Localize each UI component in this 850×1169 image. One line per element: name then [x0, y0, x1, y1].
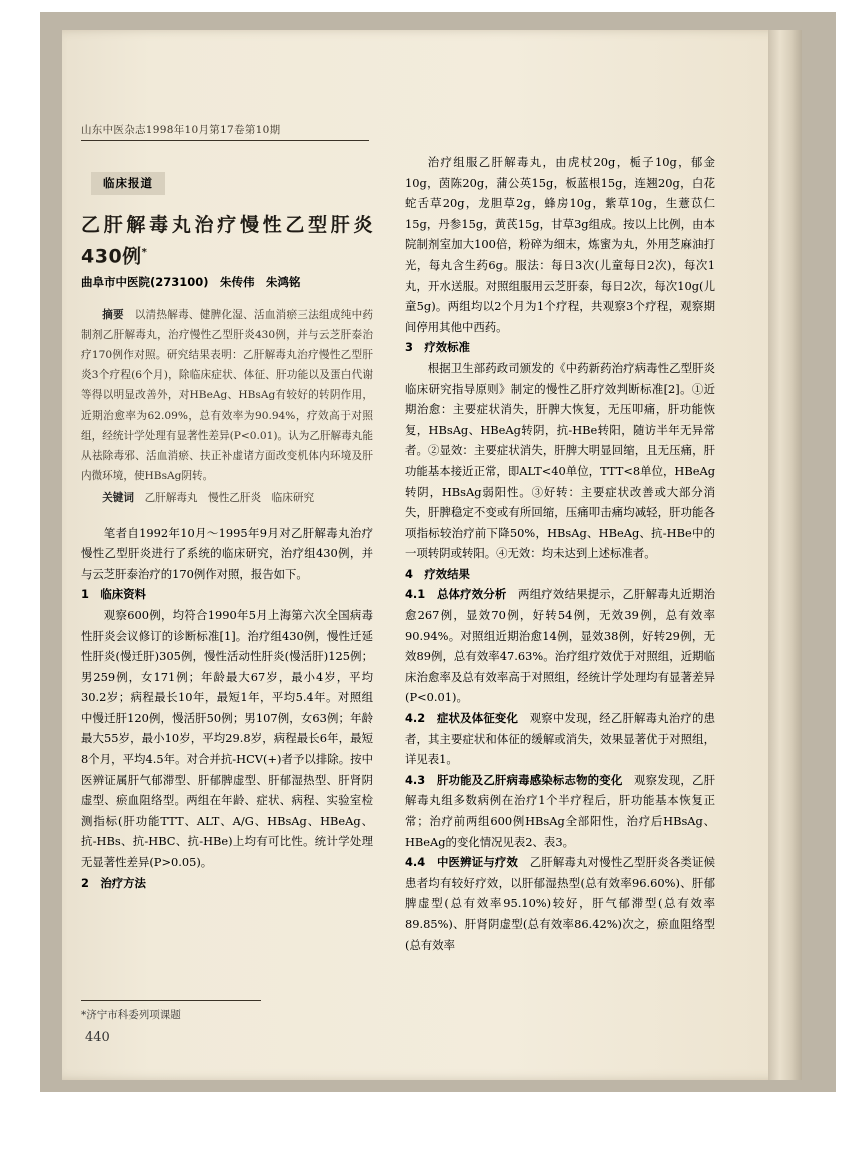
abstract-label: 摘要 — [102, 308, 124, 321]
section-tag: 临床报道 — [91, 172, 165, 195]
section-2-heading: 2 治疗方法 — [81, 875, 146, 890]
section-4-1-label: 4.1 总体疗效分析 — [405, 587, 507, 602]
right-column — [405, 152, 715, 955]
section-4-4-label: 4.4 中医辨证与疗效 — [405, 855, 519, 870]
body-left — [81, 523, 373, 894]
journal-header: 山东中医杂志1998年10月第17卷第10期 — [81, 122, 369, 141]
left-column — [81, 172, 373, 893]
section-4-4 — [405, 852, 715, 955]
section-4-2-label: 4.2 症状及体征变化 — [405, 711, 519, 726]
page-number: 440 — [85, 1030, 110, 1045]
section-4-1-text: 两组疗效结果提示，乙肝解毒丸近期治愈267例，显效70例，好转54例，无效39例，总有效率90.94%。对照组近期治愈14例，显效38例，好转29例，无效89例，总有效率47.63%。治疗组疗效优于对照组，近期临床治愈率及总有效率高于对照组，经统计学处理均有显著差异(P<0.01)。 — [405, 587, 715, 705]
section-4-3 — [405, 770, 715, 852]
section-1-text: 观察600例，均符合1990年5月上海第六次全国病毒性肝炎会议修订的诊断标准[1]。治疗组430例，慢性迁延性肝炎(慢迁肝)305例，慢性活动性肝炎(慢活肝)125例；男259例，女171例；年龄最大67岁，最小4岁，平均30.2岁；病程最长10年，最短1年，平均5.4年。对照组中慢迁肝120例，慢活肝50例；男107例，女63例；年龄最大55岁，最小10岁，平均29.8岁，病程最长6年，最短8个月，平均4.5年。对合并抗-HCV(+)者予以排除。按中医辨证属肝气郁滞型、肝郁脾虚型、肝郁湿热型、肝肾阴虚型、瘀血阻络型。两组在年龄、症状、病程、实验室检测指标(肝功能TTT、ALT、A/G、HBsAg、HBeAg、抗-HBs、抗-HBC、抗-HBe)上均有可比性。统计学处理无显著性差异(P>0.05)。 — [81, 607, 373, 870]
keywords-label: 关键词 — [102, 492, 134, 505]
section-4-3-text: 观察发现，乙肝解毒丸组多数病例在治疗1个半疗程后，肝功能基本恢复正常；治疗前两组600例HBsAg全部阳性，治疗后HBsAg、HBeAg的变化情况见表2、表3。 — [405, 772, 715, 849]
keywords — [81, 488, 373, 508]
abstract-text: 以清热解毒、健脾化湿、活血消瘀三法组成纯中药制剂乙肝解毒丸，治疗慢性乙型肝炎430例，并与云芝肝泰治疗170例作对照。研究结果表明：乙肝解毒丸治疗慢性乙型肝炎3个疗程(6个月)，除临床症状、体征、肝功能以及蛋白代谢等得以明显改善外，对HBeAg、HBsAg有较好的转阴作用，近期治愈率为62.09%，总有效率为90.94%，疗效高于对照组，经统计学处理有显著性差异(P<0.01)。认为乙肝解毒丸能从祛除毒邪、活血消瘀、扶正补虚诸方面改变机体内环境及肝内微环境，使HBsAg阴转。 — [81, 308, 374, 483]
section-3-heading: 3 疗效标准 — [405, 340, 470, 355]
section-4-4-text: 乙肝解毒丸对慢性乙型肝炎各类证候患者均有较好疗效，以肝郁湿热型(总有效率96.60%)、肝郁脾虚型(总有效率95.10%)较好，肝气郁滞型(总有效率89.85%)、肝肾阴虚型(总有效率86.42%)次之，瘀血阻络型(总有效率 — [405, 855, 715, 952]
keywords-text: 乙肝解毒丸 慢性乙肝炎 临床研究 — [144, 492, 315, 505]
footnote: *济宁市科委列项课题 — [81, 1000, 261, 1022]
title-footnote-mark: * — [141, 246, 148, 258]
abstract — [81, 305, 373, 487]
section-4-2 — [405, 708, 715, 770]
title-text: 乙肝解毒丸治疗慢性乙型肝炎430例 — [81, 213, 373, 267]
book-spine — [768, 30, 802, 1080]
section-1-heading: 1 临床资料 — [81, 587, 146, 602]
intro-paragraph: 笔者自1992年10月～1995年9月对乙肝解毒丸治疗慢性乙型肝炎进行了系统的临床研究，治疗组430例，并与云芝肝泰治疗的170例作对照，报告如下。 — [81, 525, 373, 581]
section-4-heading: 4 疗效结果 — [405, 566, 470, 581]
section-4-3-label: 4.3 肝功能及乙肝病毒感染标志物的变化 — [405, 772, 623, 787]
section-2-text: 治疗组服乙肝解毒丸，由虎杖20g，栀子10g，郁金10g，茵陈20g，蒲公英15g，板蓝根15g，连翘20g，白花蛇舌草20g，龙胆草2g，蜂房10g，紫草10g，生薏苡仁15g，丹参15g，黄芪15g，甘草3g组成。按以上比例，由本院制剂室加大100倍，粉碎为细末，炼蜜为丸，外用芝麻油打光，每丸含生药6g。服法：每日3次(儿童每日2次)，每次1丸，开水送服。对照组服用云芝肝泰，每日2次，每次10g(儿童5g)。两组均以2个月为1个疗程，共观察3个疗程，观察期间停用其他中西药。 — [405, 155, 715, 334]
author-affiliation: 曲阜市中医院(273100) 朱传伟 朱鸿铭 — [81, 274, 301, 289]
section-4-1 — [405, 584, 715, 708]
section-4-2-text: 观察中发现，经乙肝解毒丸治疗的患者，其主要症状和体征的缓解或消失，效果显著优于对照组，详见表1。 — [405, 711, 715, 767]
article-title — [81, 211, 373, 270]
section-3-text: 根据卫生部药政司颁发的《中药新药治疗病毒性乙型肝炎临床研究指导原则》制定的慢性乙肝疗效判断标准[2]。①近期治愈：主要症状消失，肝脾大恢复，无压叩痛，肝功能恢复，HBsAg、HBeAg转阴，抗-HBe转阳，随访半年无异常者。②显效：主要症状消失，肝脾大明显回缩，且无压痛，肝功能基本接近正常，即ALT<40单位，TTT<8单位，HBeAg转阴，HBsAg弱阳性。③好转：主要症状改善或大部分消失，肝脾稳定不变或有所回缩，压痛叩击痛均减轻，肝功能各项指标较治疗前下降50%，HBsAg、HBeAg、抗-HBe中的一项转阴或转阳。④无效：均未达到上述标准者。 — [405, 360, 715, 561]
